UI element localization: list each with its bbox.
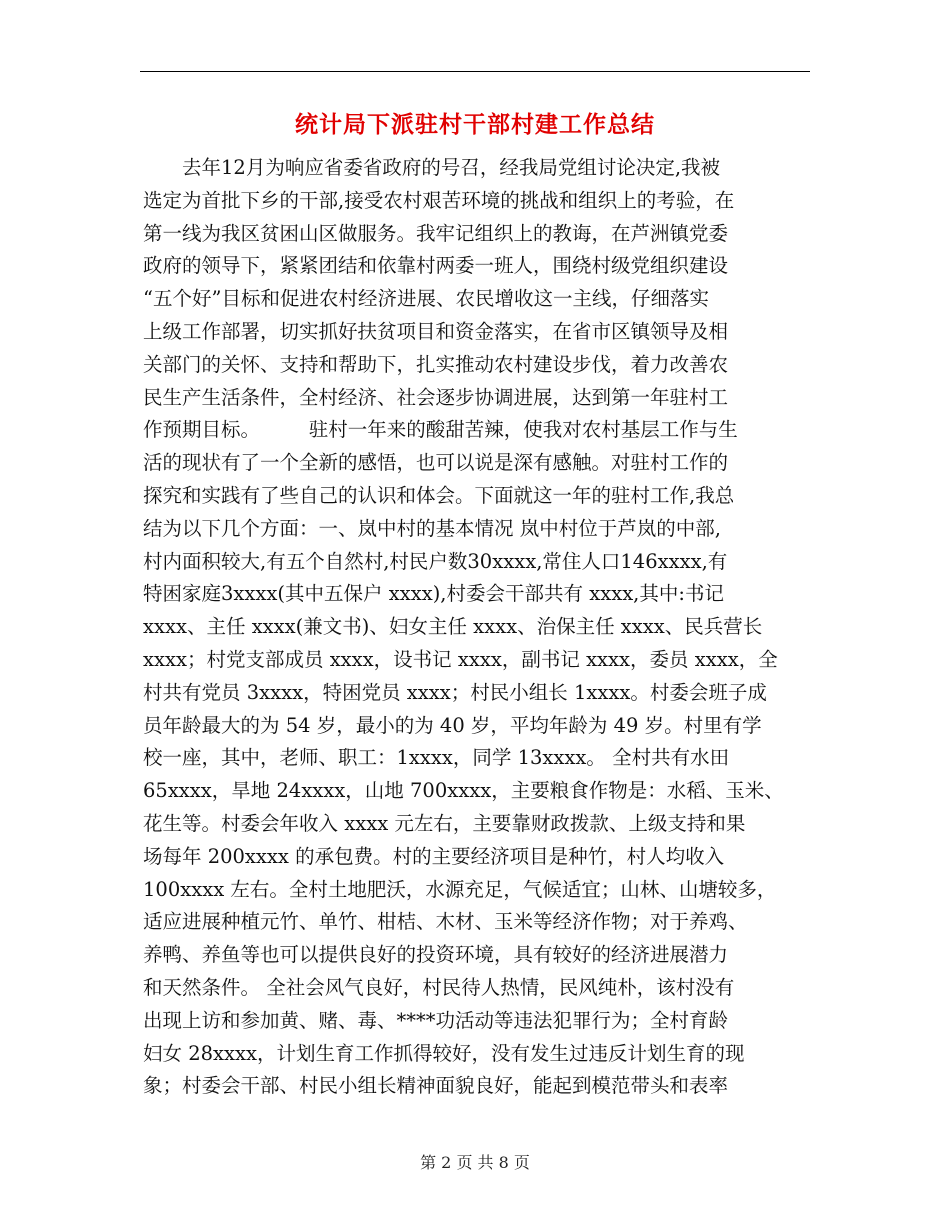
body-text-line: 作预期目标。 驻村一年来的酸甜苦辣，使我对农村基层工作与生 <box>143 418 738 442</box>
body-text-line: 村内面积较大,有五个自然村,村民户数30xxxx,常住人口146xxxx,有 <box>143 549 728 573</box>
page-number-footer: 第 2 页 共 8 页 <box>420 1153 530 1172</box>
body-text-line: “五个好”目标和促进农村经济进展、农民增收这一主线，仔细落实 <box>143 287 709 311</box>
body-text-line: 妇女 28xxxx，计划生育工作抓得较好，没有发生过违反计划生育的现 <box>143 1041 745 1065</box>
body-text-line: 象；村委会干部、村民小组长精神面貌良好，能起到模范带头和表率 <box>143 1074 729 1098</box>
body-text-line: 上级工作部署，切实抓好扶贫项目和资金落实，在省市区镇领导及相 <box>143 319 729 343</box>
body-text-line: xxxx、主任 xxxx(兼文书)、妇女主任 xxxx、治保主任 xxxx、民兵营长 <box>143 615 763 639</box>
body-text-line: 适应进展种植元竹、单竹、柑桔、木材、玉米等经济作物；对于养鸡、 <box>143 910 748 934</box>
document-title: 统计局下派驻村干部村建工作总结 <box>295 112 655 138</box>
body-text-line: 政府的领导下，紧紧团结和依靠村两委一班人，围绕村级党组织建设 <box>143 254 729 278</box>
body-text-line: xxxx；村党支部成员 xxxx，设书记 xxxx，副书记 xxxx，委员 xxxx，全 <box>143 647 778 671</box>
body-text-line: 去年12月为响应省委省政府的号召，经我局党组讨论决定,我被 <box>143 156 721 179</box>
body-text-line: 第一线为我区贫困山区做服务。我牢记组织上的教诲，在芦洲镇党委 <box>143 221 729 245</box>
body-text-line: 选定为首批下乡的干部,接受农村艰苦环境的挑战和组织上的考验，在 <box>143 188 735 212</box>
body-text-line: 民生产生活条件，全村经济、社会逐步协调进展，达到第一年驻村工 <box>143 385 729 409</box>
document-body <box>143 152 823 1103</box>
body-text-line: 活的现状有了一个全新的感悟，也可以说是深有感触。对驻村工作的 <box>143 451 729 475</box>
header-rule <box>140 71 810 72</box>
body-text-line: 和天然条件。 全社会风气良好，村民待人热情，民风纯朴，该村没有 <box>143 975 735 999</box>
body-text-line: 花生等。村委会年收入 xxxx 元左右，主要靠财政拨款、上级支持和果 <box>143 811 746 835</box>
body-text-line: 员年龄最大的为 54 岁，最小的为 40 岁，平均年龄为 49 岁。村里有学 <box>143 713 762 737</box>
body-text-line: 100xxxx 左右。全村土地肥沃，水源充足，气候适宜；山林、山塘较多， <box>143 877 777 901</box>
body-text-line: 养鸭、养鱼等也可以提供良好的投资环境，具有较好的经济进展潜力 <box>143 943 729 967</box>
body-text-line: 特困家庭3xxxx(其中五保户 xxxx),村委会干部共有 xxxx,其中:书记 <box>143 582 724 606</box>
body-text-line: 结为以下几个方面：一、岚中村的基本情况 岚中村位于芦岚的中部, <box>143 516 721 540</box>
body-text-line: 村共有党员 3xxxx，特困党员 xxxx；村民小组长 1xxxx。村委会班子成 <box>143 680 767 704</box>
body-text-line: 出现上访和参加黄、赌、毒、****功活动等违法犯罪行为；全村育龄 <box>143 1008 729 1032</box>
body-text-line: 关部门的关怀、支持和帮助下，扎实推动农村建设步伐，着力改善农 <box>143 352 729 376</box>
body-text-line: 场每年 200xxxx 的承包费。村的主要经济项目是种竹，村人均收入 <box>143 844 725 868</box>
body-text-line: 65xxxx，旱地 24xxxx，山地 700xxxx，主要粮食作物是：水稻、玉米、 <box>143 779 784 803</box>
body-text-line: 校一座，其中，老师、职工：1xxxx，同学 13xxxx。 全村共有水田 <box>143 746 730 770</box>
body-text-line: 探究和实践有了些自己的认识和体会。下面就这一年的驻村工作,我总 <box>143 483 735 507</box>
